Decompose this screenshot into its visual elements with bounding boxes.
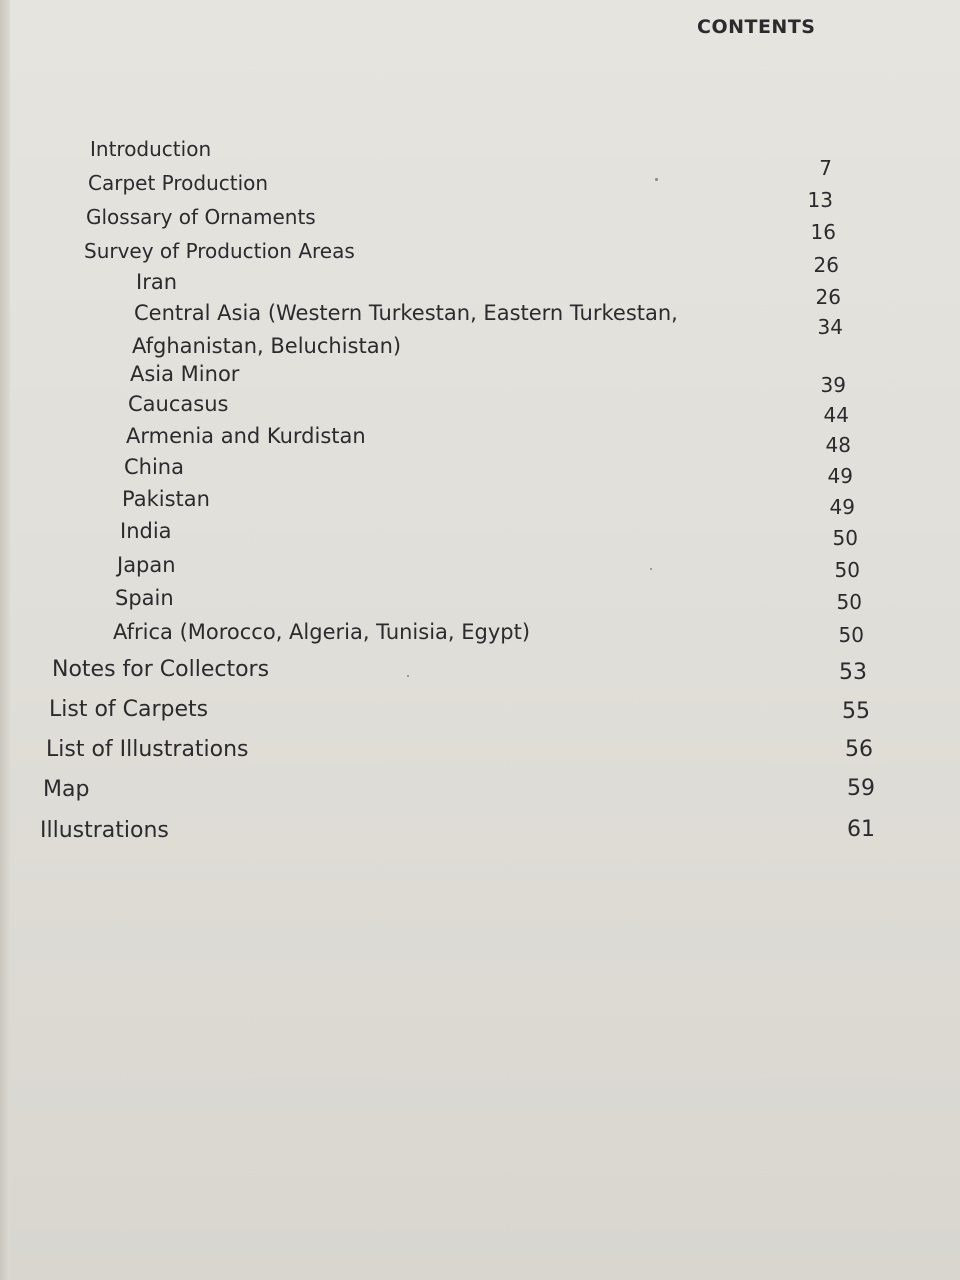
toc-entry-india: India [120,519,172,543]
page-number: 48 [825,433,851,457]
page-number: 50 [832,526,858,550]
toc-entry-map: Map [43,777,90,802]
contents-heading: CONTENTS [697,16,816,38]
toc-entry-japan: Japan [117,553,176,577]
toc-entry-glossary-of-ornaments: Glossary of Ornaments [86,205,316,229]
paper-speck [650,568,652,570]
toc-entry-survey-of-production-areas: Survey of Production Areas [84,239,355,263]
toc-entry-list-of-illustrations: List of Illustrations [46,737,249,762]
toc-entry-armenia-and-kurdistan: Armenia and Kurdistan [126,424,366,448]
toc-entry-iran: Iran [136,270,178,294]
page-number: 56 [845,737,873,762]
toc-entry-notes-for-collectors: Notes for Collectors [52,657,270,682]
toc-entry-china: China [124,455,184,479]
page-edge-shadow [0,0,10,1280]
page-number: 50 [836,590,862,614]
page-number: 61 [847,817,875,842]
toc-entry-introduction: Introduction [90,137,212,161]
page-number: 26 [813,253,839,277]
toc-entry-africa: Africa (Morocco, Algeria, Tunisia, Egypt) [113,620,531,644]
page-number: 50 [834,558,860,582]
toc-entry-central-asia-line2: Afghanistan, Beluchistan) [132,334,402,358]
page-number: 13 [807,188,833,212]
page-number: 7 [819,156,832,180]
toc-entry-caucasus: Caucasus [128,392,229,416]
page-number: 49 [829,495,855,519]
page-number: 39 [820,373,846,397]
toc-entry-illustrations: Illustrations [40,818,169,843]
page-number: 34 [817,315,843,339]
paper-speck [407,675,409,677]
page-number: 50 [838,623,864,647]
page-number: 59 [847,776,875,801]
toc-entry-spain: Spain [115,586,174,610]
paper-speck [655,178,658,181]
toc-entry-list-of-carpets: List of Carpets [49,697,209,722]
toc-entry-central-asia: Central Asia (Western Turkestan, Eastern Turkestan, [134,301,678,325]
page-number: 26 [815,285,841,309]
toc-entry-pakistan: Pakistan [122,487,210,511]
page-number: 49 [827,464,853,488]
page-number: 53 [839,660,867,685]
page-number: 44 [823,403,849,427]
toc-entry-carpet-production: Carpet Production [88,171,269,195]
page-number: 16 [810,220,836,244]
page-number: 55 [842,699,870,724]
toc-entry-asia-minor: Asia Minor [130,362,240,386]
